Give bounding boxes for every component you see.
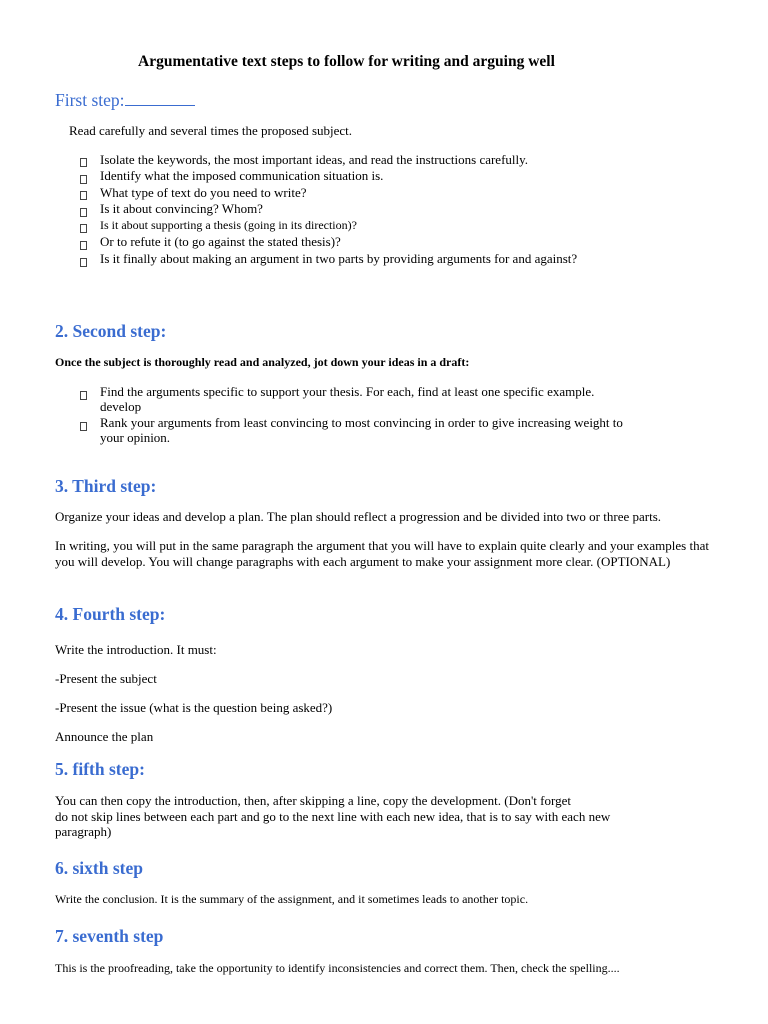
step1-bullet: Or to refute it (to go against the stated thesis)? <box>100 234 341 249</box>
step2-bullet-line1: Rank your arguments from least convincing to most convincing in order to give increasing weight to <box>100 415 623 430</box>
step1-bullet: Isolate the keywords, the most important ideas, and read the instructions carefully. <box>100 152 529 167</box>
square-bullet-icon <box>80 237 87 255</box>
step5-line: paragraph) <box>55 824 112 839</box>
step2-heading: 2. Second step: <box>55 321 167 341</box>
square-bullet-icon <box>80 387 87 405</box>
step4-heading: 4. Fourth step: <box>55 604 166 624</box>
heading-underline <box>125 93 195 106</box>
step6-text: Write the conclusion. It is the summary of the assignment, and it sometimes leads to another topic. <box>55 892 529 906</box>
square-bullet-icon <box>80 418 87 436</box>
step1-bullet: Identify what the imposed communication situation is. <box>100 168 384 183</box>
step1-bullet: Is it about supporting a thesis (going in its direction)? <box>100 218 357 232</box>
step7-heading: 7. seventh step <box>55 926 164 946</box>
step1-bullet: Is it finally about making an argument in two parts by providing arguments for and against? <box>100 251 578 266</box>
step1-bullet: What type of text do you need to write? <box>100 185 307 200</box>
step2-bullet-line2: develop <box>100 399 142 414</box>
step1-bullet: Is it about convincing? Whom? <box>100 201 263 216</box>
step3-paragraph: Organize your ideas and develop a plan. The plan should reflect a progression and be divided into two or three parts. <box>55 509 662 524</box>
step2-intro: Once the subject is thoroughly read and analyzed, jot down your ideas in a draft: <box>55 355 470 369</box>
step5-heading: 5. fifth step: <box>55 759 145 779</box>
square-bullet-icon <box>80 154 87 172</box>
step5-line: do not skip lines between each part and go to the next line with each new idea, that is to say with each new <box>55 809 611 824</box>
step4-line: -Present the subject <box>55 671 157 686</box>
step4-line: -Present the issue (what is the question being asked?) <box>55 700 333 715</box>
step4-line: Announce the plan <box>55 729 154 744</box>
step2-bullet-line2: your opinion. <box>100 430 171 445</box>
step4-line: Write the introduction. It must: <box>55 642 217 657</box>
square-bullet-icon <box>80 254 87 272</box>
square-bullet-icon <box>80 220 87 238</box>
page-title: Argumentative text steps to follow for writing and arguing well <box>138 53 555 70</box>
step1-heading <box>55 90 195 111</box>
square-bullet-icon <box>80 187 87 205</box>
step3-paragraph: In writing, you will put in the same paragraph the argument that you will have to explain quite clearly and your examples that you will develop. You will change paragraphs with each argument to make your assignment more clear. (OPTIONAL) <box>55 538 709 569</box>
step6-heading: 6. sixth step <box>55 858 143 878</box>
step3-heading: 3. Third step: <box>55 476 157 496</box>
step1-heading-text: First step: <box>55 90 125 110</box>
step1-intro: Read carefully and several times the proposed subject. <box>69 123 353 138</box>
step5-line: You can then copy the introduction, then, after skipping a line, copy the development. (Don't forget <box>55 793 571 808</box>
step2-bullet-line1: Find the arguments specific to support your thesis. For each, find at least one specific example. <box>100 384 595 399</box>
step7-text: This is the proofreading, take the opportunity to identify inconsistencies and correct them. Then, check the spelling.... <box>55 961 620 975</box>
